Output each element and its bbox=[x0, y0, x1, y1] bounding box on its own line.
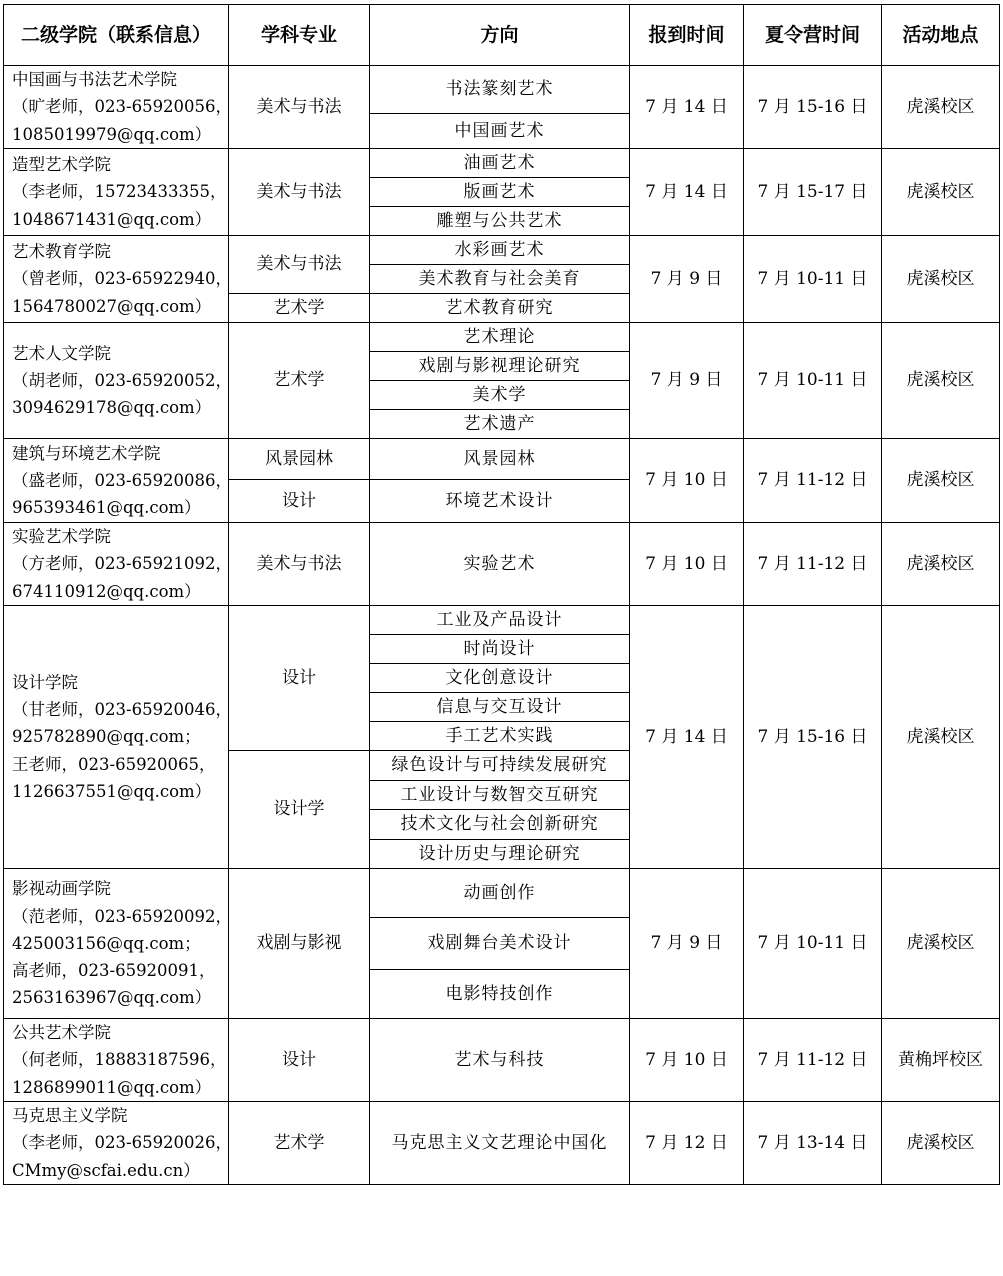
header-college: 二级学院（联系信息） bbox=[4, 5, 229, 66]
college-line: 1085019979@qq.com） bbox=[12, 124, 212, 144]
college-line: 425003156@qq.com； bbox=[12, 933, 201, 953]
major-cell: 美术与书法 bbox=[229, 236, 370, 294]
direction-cell: 电影特技创作 bbox=[370, 970, 630, 1019]
direction-cell: 艺术理论 bbox=[370, 323, 630, 352]
table-row bbox=[4, 149, 1000, 178]
college-line: 艺术教育学院 bbox=[12, 242, 111, 262]
college-line: （胡老师，023-65920052， bbox=[12, 370, 233, 390]
major-cell: 美术与书法 bbox=[229, 523, 370, 606]
direction-cell: 美术教育与社会美育 bbox=[370, 265, 630, 294]
report-time-cell: 7 月 14 日 bbox=[630, 149, 744, 236]
location-cell: 虎溪校区 bbox=[882, 606, 1000, 869]
college-line: （李老师，15723433355， bbox=[12, 182, 227, 202]
college-line: （何老师，18883187596， bbox=[12, 1050, 227, 1070]
table-row bbox=[4, 439, 1000, 480]
college-line: 建筑与环境艺术学院 bbox=[12, 443, 161, 463]
direction-cell: 水彩画艺术 bbox=[370, 236, 630, 265]
report-time-cell: 7 月 10 日 bbox=[630, 439, 744, 523]
table-row bbox=[4, 1102, 1000, 1185]
report-time-cell: 7 月 9 日 bbox=[630, 236, 744, 323]
college-line: （方老师，023-65921092， bbox=[12, 554, 233, 574]
camp-time-cell: 7 月 13-14 日 bbox=[744, 1102, 882, 1185]
college-line: （甘老师，023-65920046， bbox=[12, 700, 233, 720]
college-line: 3094629178@qq.com） bbox=[12, 398, 212, 418]
college-line: 2563163967@qq.com） bbox=[12, 988, 212, 1008]
location-cell: 虎溪校区 bbox=[882, 236, 1000, 323]
college-cell bbox=[4, 323, 233, 439]
camp-time-cell: 7 月 15-16 日 bbox=[744, 606, 882, 869]
major-cell: 艺术学 bbox=[229, 294, 370, 323]
location-cell: 虎溪校区 bbox=[882, 323, 1000, 439]
direction-cell: 版画艺术 bbox=[370, 178, 630, 207]
direction-cell: 美术学 bbox=[370, 381, 630, 410]
major-cell: 风景园林 bbox=[229, 439, 370, 480]
direction-cell: 动画创作 bbox=[370, 869, 630, 918]
major-cell: 设计 bbox=[229, 1019, 370, 1102]
direction-cell: 艺术与科技 bbox=[370, 1019, 630, 1102]
location-cell: 虎溪校区 bbox=[882, 1102, 1000, 1185]
camp-time-cell: 7 月 11-12 日 bbox=[744, 523, 882, 606]
location-cell: 黄桷坪校区 bbox=[882, 1019, 1000, 1102]
college-line: （盛老师，023-65920086， bbox=[12, 470, 233, 490]
camp-time-cell: 7 月 15-16 日 bbox=[744, 66, 882, 149]
table-body bbox=[4, 66, 1000, 1185]
direction-cell: 艺术教育研究 bbox=[370, 294, 630, 323]
college-line: 965393461@qq.com） bbox=[12, 498, 201, 518]
major-cell: 戏剧与影视 bbox=[229, 869, 370, 1019]
direction-cell: 绿色设计与可持续发展研究 bbox=[370, 751, 630, 781]
table-row bbox=[4, 869, 1000, 918]
college-cell bbox=[4, 606, 233, 869]
table-row bbox=[4, 523, 1000, 606]
direction-cell: 技术文化与社会创新研究 bbox=[370, 810, 630, 840]
college-line: （李老师，023-65920026， bbox=[12, 1133, 233, 1153]
camp-time-cell: 7 月 10-11 日 bbox=[744, 323, 882, 439]
college-line: 造型艺术学院 bbox=[12, 155, 111, 175]
college-line: 马克思主义学院 bbox=[12, 1106, 128, 1126]
report-time-cell: 7 月 10 日 bbox=[630, 523, 744, 606]
college-line: 中国画与书法艺术学院 bbox=[12, 70, 177, 90]
header-direction: 方向 bbox=[370, 5, 630, 66]
table-row bbox=[4, 323, 1000, 352]
header-camp-time: 夏令营时间 bbox=[744, 5, 882, 66]
direction-cell: 手工艺术实践 bbox=[370, 722, 630, 751]
college-cell bbox=[4, 1102, 233, 1185]
table-row bbox=[4, 606, 1000, 635]
college-line: 674110912@qq.com） bbox=[12, 581, 201, 601]
college-cell bbox=[4, 523, 233, 606]
college-line: （范老师，023-65920092， bbox=[12, 906, 233, 926]
table-row bbox=[4, 1019, 1000, 1102]
direction-cell: 艺术遗产 bbox=[370, 410, 630, 439]
major-cell: 艺术学 bbox=[229, 323, 370, 439]
college-cell bbox=[4, 1019, 229, 1102]
college-line: 实验艺术学院 bbox=[12, 527, 111, 547]
direction-cell: 戏剧与影视理论研究 bbox=[370, 352, 630, 381]
college-cell bbox=[4, 66, 233, 149]
college-cell bbox=[4, 149, 229, 236]
header-major: 学科专业 bbox=[229, 5, 370, 66]
report-time-cell: 7 月 9 日 bbox=[630, 869, 744, 1019]
college-line: 1286899011@qq.com） bbox=[12, 1077, 212, 1097]
direction-cell: 设计历史与理论研究 bbox=[370, 840, 630, 869]
report-time-cell: 7 月 14 日 bbox=[630, 606, 744, 869]
college-line: CMmy@scfai.edu.cn） bbox=[12, 1160, 200, 1180]
major-cell: 艺术学 bbox=[229, 1102, 370, 1185]
camp-time-cell: 7 月 10-11 日 bbox=[744, 236, 882, 323]
camp-time-cell: 7 月 11-12 日 bbox=[744, 1019, 882, 1102]
camp-time-cell: 7 月 11-12 日 bbox=[744, 439, 882, 523]
location-cell: 虎溪校区 bbox=[882, 149, 1000, 236]
college-line: （旷老师，023-65920056， bbox=[12, 97, 233, 117]
table-row bbox=[4, 236, 1000, 265]
major-cell: 设计 bbox=[229, 606, 370, 751]
direction-cell: 马克思主义文艺理论中国化 bbox=[370, 1102, 630, 1185]
college-line: 设计学院 bbox=[12, 672, 78, 692]
camp-time-cell: 7 月 10-11 日 bbox=[744, 869, 882, 1019]
direction-cell: 中国画艺术 bbox=[370, 114, 630, 149]
college-line: （曾老师，023-65922940， bbox=[12, 269, 233, 289]
college-cell bbox=[4, 439, 233, 523]
direction-cell: 时尚设计 bbox=[370, 635, 630, 664]
direction-cell: 环境艺术设计 bbox=[370, 480, 630, 523]
college-line: 1564780027@qq.com） bbox=[12, 296, 212, 316]
college-line: 1126637551@qq.com） bbox=[12, 781, 212, 801]
location-cell: 虎溪校区 bbox=[882, 869, 1000, 1019]
college-line: 1048671431@qq.com） bbox=[12, 209, 212, 229]
location-cell: 虎溪校区 bbox=[882, 439, 1000, 523]
college-line: 影视动画学院 bbox=[12, 879, 111, 899]
header-location: 活动地点 bbox=[882, 5, 1000, 66]
direction-cell: 工业设计与数智交互研究 bbox=[370, 781, 630, 810]
direction-cell: 戏剧舞台美术设计 bbox=[370, 918, 630, 970]
location-cell: 虎溪校区 bbox=[882, 66, 1000, 149]
direction-cell: 书法篆刻艺术 bbox=[370, 66, 630, 114]
direction-cell: 工业及产品设计 bbox=[370, 606, 630, 635]
major-cell: 美术与书法 bbox=[229, 66, 370, 149]
major-cell: 设计 bbox=[229, 480, 370, 523]
camp-time-cell: 7 月 15-17 日 bbox=[744, 149, 882, 236]
report-time-cell: 7 月 9 日 bbox=[630, 323, 744, 439]
report-time-cell: 7 月 12 日 bbox=[630, 1102, 744, 1185]
college-line: 高老师，023-65920091， bbox=[12, 961, 216, 981]
major-cell: 设计学 bbox=[229, 751, 370, 869]
college-cell bbox=[4, 236, 233, 323]
location-cell: 虎溪校区 bbox=[882, 523, 1000, 606]
camp-schedule-table bbox=[3, 4, 1000, 1185]
table-row bbox=[4, 66, 1000, 114]
direction-cell: 油画艺术 bbox=[370, 149, 630, 178]
direction-cell: 文化创意设计 bbox=[370, 664, 630, 693]
header-row bbox=[4, 5, 1000, 66]
report-time-cell: 7 月 14 日 bbox=[630, 66, 744, 149]
college-cell bbox=[4, 869, 233, 1019]
direction-cell: 风景园林 bbox=[370, 439, 630, 480]
direction-cell: 实验艺术 bbox=[370, 523, 630, 606]
major-cell: 美术与书法 bbox=[229, 149, 370, 236]
direction-cell: 信息与交互设计 bbox=[370, 693, 630, 722]
college-line: 艺术人文学院 bbox=[12, 343, 111, 363]
college-line: 925782890@qq.com； bbox=[12, 727, 201, 747]
report-time-cell: 7 月 10 日 bbox=[630, 1019, 744, 1102]
header-report-time: 报到时间 bbox=[630, 5, 744, 66]
direction-cell: 雕塑与公共艺术 bbox=[370, 207, 630, 236]
college-line: 公共艺术学院 bbox=[12, 1023, 111, 1043]
college-line: 王老师，023-65920065， bbox=[12, 754, 216, 774]
